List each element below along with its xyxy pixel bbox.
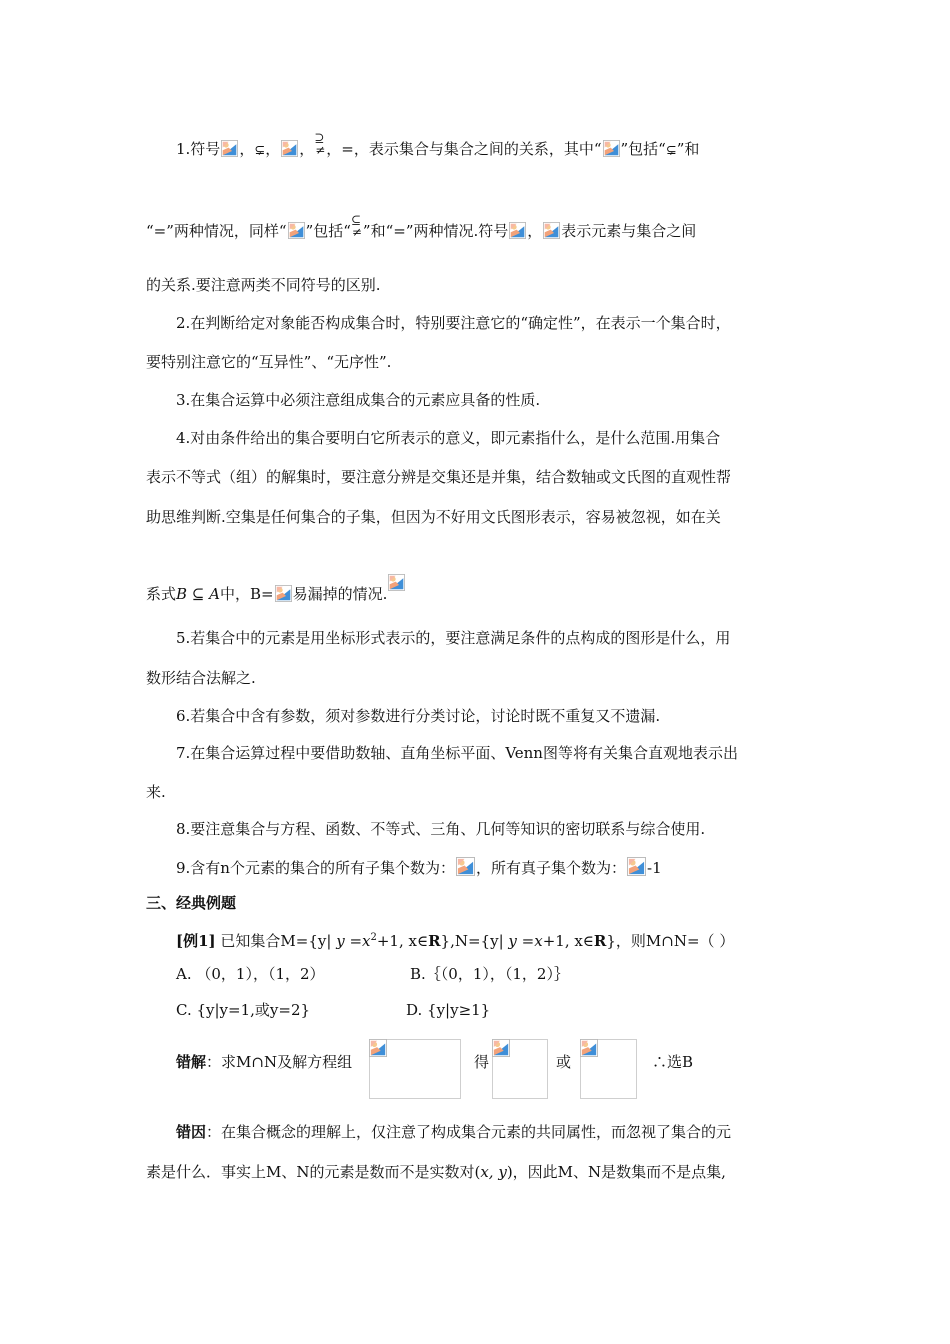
image-placeholder-icon [281,140,298,157]
text: -1 [647,859,662,877]
note-line-1 [176,131,700,161]
text: 得 [474,1053,490,1071]
note-line-2 [146,213,697,241]
text: ”包括“ [620,140,666,158]
note-line-7 [146,574,406,604]
image-placeholder-icon [275,585,292,602]
image-placeholder-icon [369,1039,387,1057]
text: ， [527,222,543,240]
example-1-question [176,928,734,951]
text: )，因此M、N是数集而不是点集, [506,1163,726,1181]
note-line-5: 3.在集合运算中必须注意组成集合的元素应具备的性质. [176,391,541,409]
text: y [508,932,517,950]
text: y [336,932,345,950]
formula: B ⊆ A [176,585,220,603]
text: x, y [480,1163,507,1181]
note-line-6a: 4.对由条件给出的集合要明白它所表示的意义，即元素指什么，是什么范围.用集合 [176,429,721,447]
text: ：在集合概念的理解上，仅注意了构成集合元素的共同属性，而忽视了集合的元 [206,1123,732,1141]
note-line-4a: 2.在判断给定对象能否构成集合时，特别要注意它的“确定性”，在表示一个集合时， [176,314,731,332]
image-placeholder-icon [456,857,475,876]
image-placeholder-icon [288,222,305,239]
text: },N={y| [440,932,509,950]
note-line-9: 6.若集合中含有参数，须对参数进行分类讨论，讨论时既不重复又不遗漏. [176,707,661,725]
section-heading: 三、经典例题 [146,894,237,912]
text: ， [265,140,281,158]
text: ， [239,140,255,158]
option-a: A. （0，1），（1，2） [176,965,325,983]
image-placeholder-icon [221,140,238,157]
note-line-6b: 表示不等式（组）的解集时，要注意分辨是交集还是并集，结合数轴或文氏图的直观性帮 [146,468,732,486]
text: 易漏掉的情况. [292,585,388,603]
text: ≠ [315,143,326,157]
note-line-10a: 7.在集合运算过程中要借助数轴、直角坐标平面、Venn图等将有关集合直观地表示出 [176,744,738,762]
subset-neq-symbol: ⊊ [665,143,677,158]
option-b: B.｛（0，1），（1，2）｝ [410,965,569,983]
image-placeholder-icon [509,222,526,239]
image-placeholder-icon [492,1039,510,1057]
text: ≠ [351,225,362,239]
subset-neq-symbol [350,213,363,239]
text: ⊆ [350,213,361,227]
text: ，所有真子集个数为： [475,859,626,877]
wrong-solution-line [176,1052,352,1072]
option-c: C. {y|y=1,或y=2} [176,1001,311,1019]
image-placeholder-icon [603,140,620,157]
note-line-3: 的关系.要注意两类不同符号的区别. [146,276,381,294]
image-placeholder-icon [580,1039,598,1057]
note-line-8a: 5.若集合中的元素是用坐标形式表示的，要注意满足条件的点构成的图形是什么，用 [176,629,731,647]
subset-neq-symbol: ⊊ [254,143,266,158]
text: R [428,932,441,950]
text: “=”两种情况，同样“ [146,222,287,240]
text: ， [299,140,315,158]
text: ，=，表示集合与集合之间的关系，其中“ [326,140,602,158]
error-cause-line-2 [146,1162,726,1182]
error-cause-label: 错因 [176,1123,207,1141]
text: ∴选B [652,1053,694,1071]
error-cause-line-1 [176,1122,731,1142]
text: x [534,932,543,950]
image-placeholder-icon [388,574,405,591]
superset-neq-symbol [314,131,326,157]
text: 表示元素与集合之间 [561,222,697,240]
note-line-4b: 要特别注意它的“互异性”、“无序性”. [146,353,392,371]
text: 素是什么．事实上M、N的元素是数而不是实数对( [146,1163,481,1181]
text: 已知集合M={y| [215,932,337,950]
wrong-solution-label: 错解 [176,1053,207,1071]
note-line-12 [176,857,662,878]
text: = [344,932,363,950]
note-line-6c: 助思维判断.空集是任何集合的子集，但因为不好用文氏图形表示，容易被忽视，如在关 [146,508,721,526]
text: 9.含有n个元素的集合的所有子集个数为： [176,859,455,877]
text: ⊇ [314,131,325,145]
option-d: D. {y|y≥1} [406,1001,491,1019]
text: }，则M∩N=（ ） [606,932,735,950]
note-line-8b: 数形结合法解之. [146,669,256,687]
image-placeholder-icon [627,857,646,876]
text: ”和“=”两种情况.符号 [362,222,509,240]
text: 中，B= [219,585,274,603]
text: = [516,932,535,950]
text: ：求M∩N及解方程组 [206,1053,353,1071]
note-line-11: 8.要注意集合与方程、函数、不等式、三角、几何等知识的密切联系与综合使用. [176,820,706,838]
text: 系式 [146,585,177,603]
text: R [593,932,607,950]
text: ”包括“ [305,222,351,240]
text: 2 [370,932,377,943]
image-placeholder-icon [543,222,560,239]
text: +1, x∈ [542,932,594,950]
text: 或 [556,1053,572,1071]
text: x [362,932,371,950]
example-tag: [例1] [176,932,216,950]
note-line-10b: 来. [146,783,166,801]
text: ”和 [676,140,700,158]
text: 1.符号 [176,140,221,158]
text: +1, x∈ [376,932,429,950]
